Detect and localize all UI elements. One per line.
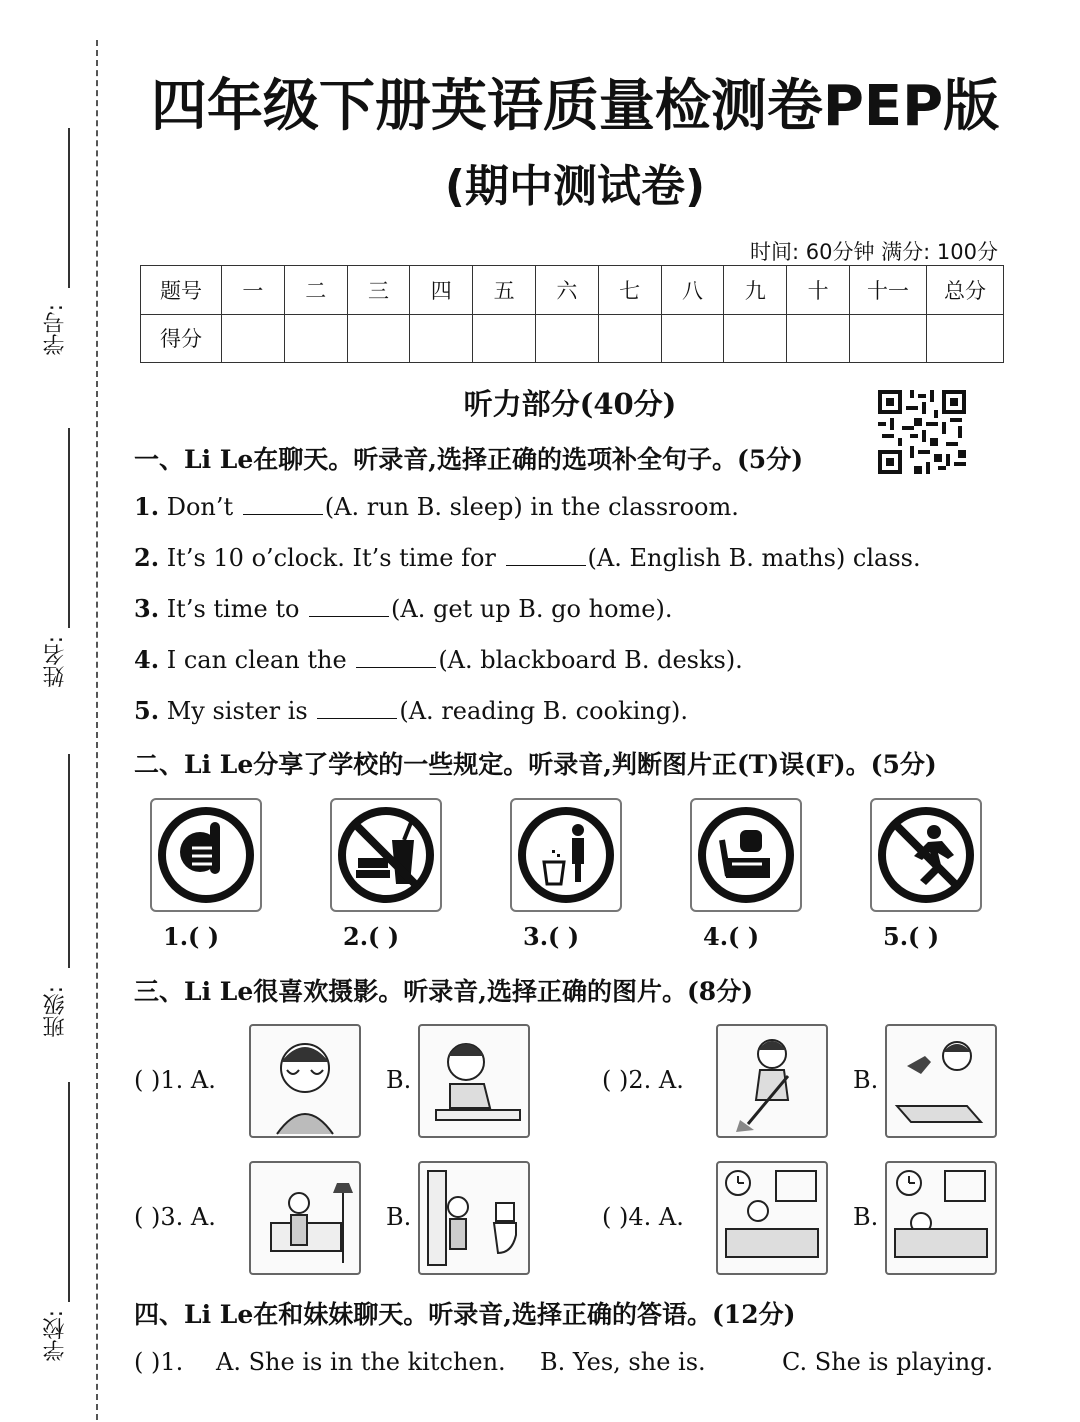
item-number: 2. — [134, 543, 160, 572]
girl-sweeping-icon — [718, 1026, 826, 1136]
score-entry[interactable] — [222, 314, 285, 363]
score-entry[interactable] — [473, 314, 536, 363]
option-b-label: B. — [386, 1203, 412, 1231]
bathroom-icon — [420, 1163, 528, 1273]
tf-answer[interactable]: 2.( ) — [343, 922, 400, 951]
sign-card — [510, 798, 622, 912]
section1-item — [134, 543, 921, 572]
score-label-cell: 得分 — [141, 314, 222, 363]
boy-cleaning-desk-icon — [887, 1026, 995, 1136]
name-line — [68, 428, 70, 628]
class-line — [68, 754, 70, 968]
score-cell: 十 — [787, 266, 850, 315]
item-options: (A. get up B. go home). — [391, 595, 673, 623]
score-cell: 题号 — [141, 266, 222, 315]
item-options: (A. blackboard B. desks). — [438, 646, 743, 674]
living-room-icon — [251, 1163, 359, 1273]
item-options: (A. English B. maths) class. — [587, 544, 921, 572]
item-options: (A. run B. sleep) in the classroom. — [324, 493, 739, 521]
tf-answer[interactable]: 3.( ) — [523, 922, 580, 951]
sign-card — [870, 798, 982, 912]
girl-writing-at-desk-icon — [420, 1026, 528, 1136]
score-entry[interactable] — [347, 314, 410, 363]
picture-question-label[interactable]: ( )3. A. — [134, 1203, 216, 1231]
picture-option-b[interactable] — [885, 1024, 997, 1138]
score-entry[interactable] — [535, 314, 598, 363]
answer-blank[interactable] — [506, 545, 586, 566]
score-entry[interactable] — [850, 314, 927, 363]
picture-option-a[interactable] — [716, 1024, 828, 1138]
item-number: 4. — [134, 645, 160, 674]
sign-card — [150, 798, 262, 912]
section3-title: 三、Li Le很喜欢摄影。听录音,选择正确的图片。(8分) — [134, 977, 754, 1006]
item-text: It’s 10 o’clock. It’s time for — [166, 544, 496, 572]
section2-title: 二、Li Le分享了学校的一些规定。听录音,判断图片正(T)误(F)。(5分) — [134, 750, 937, 779]
picture-option-a[interactable] — [249, 1161, 361, 1275]
score-entry[interactable] — [284, 314, 347, 363]
section4-item-number[interactable]: ( )1. — [134, 1348, 184, 1376]
tf-answer[interactable]: 1.( ) — [163, 922, 220, 951]
score-entry[interactable] — [410, 314, 473, 363]
score-cell: 七 — [598, 266, 661, 315]
item-number: 1. — [134, 492, 160, 521]
score-entry[interactable] — [598, 314, 661, 363]
option-b-label: B. — [386, 1066, 412, 1094]
score-cell: 四 — [410, 266, 473, 315]
item-number: 3. — [134, 594, 160, 623]
score-cell: 总分 — [927, 266, 1004, 315]
qr-code-icon — [878, 390, 966, 474]
child-washing-face-icon — [251, 1026, 359, 1136]
section4-option-c[interactable]: C. She is playing. — [782, 1348, 994, 1376]
section4-option-a[interactable]: A. She is in the kitchen. — [216, 1348, 506, 1376]
option-b-label: B. — [853, 1203, 879, 1231]
score-cell: 二 — [284, 266, 347, 315]
item-text: I can clean the — [166, 646, 347, 674]
section4-option-b[interactable]: B. Yes, she is. — [540, 1348, 706, 1376]
no-running-sign-icon — [872, 800, 980, 910]
score-cell: 三 — [347, 266, 410, 315]
item-text: My sister is — [166, 697, 308, 725]
item-options: (A. reading B. cooking). — [399, 697, 689, 725]
section1-item — [134, 594, 672, 623]
score-cell: 五 — [473, 266, 536, 315]
picture-option-b[interactable] — [418, 1024, 530, 1138]
exam-meta: 时间: 60分钟 满分: 100分 — [750, 240, 998, 264]
picture-question-label[interactable]: ( )2. A. — [602, 1066, 684, 1094]
section4-title: 四、Li Le在和妹妹聊天。听录音,选择正确的答语。(12分) — [134, 1300, 796, 1329]
class-label: 班级: — [43, 986, 68, 1038]
name-label: 姓名: — [43, 636, 68, 688]
picture-option-a[interactable] — [249, 1024, 361, 1138]
option-b-label: B. — [853, 1066, 879, 1094]
section1-item — [134, 696, 688, 725]
litter-bin-sign-icon — [512, 800, 620, 910]
school-line — [68, 1082, 70, 1302]
score-cell: 六 — [535, 266, 598, 315]
tf-answer[interactable]: 4.( ) — [703, 922, 760, 951]
score-cell: 一 — [222, 266, 285, 315]
silence-sign-icon — [152, 800, 260, 910]
answer-blank[interactable] — [309, 596, 389, 617]
page-title: 四年级下册英语质量检测卷PEP版 — [150, 74, 1000, 139]
sign-card — [690, 798, 802, 912]
score-cell: 八 — [661, 266, 724, 315]
answer-blank[interactable] — [356, 647, 436, 668]
picture-option-a[interactable] — [716, 1161, 828, 1275]
sign-card — [330, 798, 442, 912]
item-number: 5. — [134, 696, 160, 725]
answer-blank[interactable] — [243, 494, 323, 515]
boy-waking-up-icon — [718, 1163, 826, 1273]
item-text: It’s time to — [166, 595, 300, 623]
listening-part-title: 听力部分(40分) — [463, 387, 677, 421]
score-entry[interactable] — [927, 314, 1004, 363]
tf-answer[interactable]: 5.( ) — [883, 922, 940, 951]
section1-item — [134, 492, 739, 521]
picture-question-label[interactable]: ( )4. A. — [602, 1203, 684, 1231]
item-text: Don’t — [166, 493, 234, 521]
reading-sign-icon — [692, 800, 800, 910]
boy-sleeping-icon — [887, 1163, 995, 1273]
score-entry[interactable] — [724, 314, 787, 363]
school-label: 学校: — [43, 1310, 68, 1362]
picture-option-b[interactable] — [885, 1161, 997, 1275]
no-food-drink-sign-icon — [332, 800, 440, 910]
binding-dashed-line — [96, 40, 98, 1420]
score-entry[interactable] — [787, 314, 850, 363]
score-cell: 十一 — [850, 266, 927, 315]
section1-title: 一、Li Le在聊天。听录音,选择正确的选项补全句子。(5分) — [134, 445, 804, 474]
score-table — [140, 265, 1004, 363]
page-subtitle: (期中测试卷) — [444, 161, 706, 212]
picture-question-label[interactable]: ( )1. A. — [134, 1066, 216, 1094]
section1-item — [134, 645, 743, 674]
picture-option-b[interactable] — [418, 1161, 530, 1275]
student-id-label: 学号: — [43, 304, 68, 356]
answer-blank[interactable] — [317, 698, 397, 719]
score-cell: 九 — [724, 266, 787, 315]
score-entry[interactable] — [661, 314, 724, 363]
